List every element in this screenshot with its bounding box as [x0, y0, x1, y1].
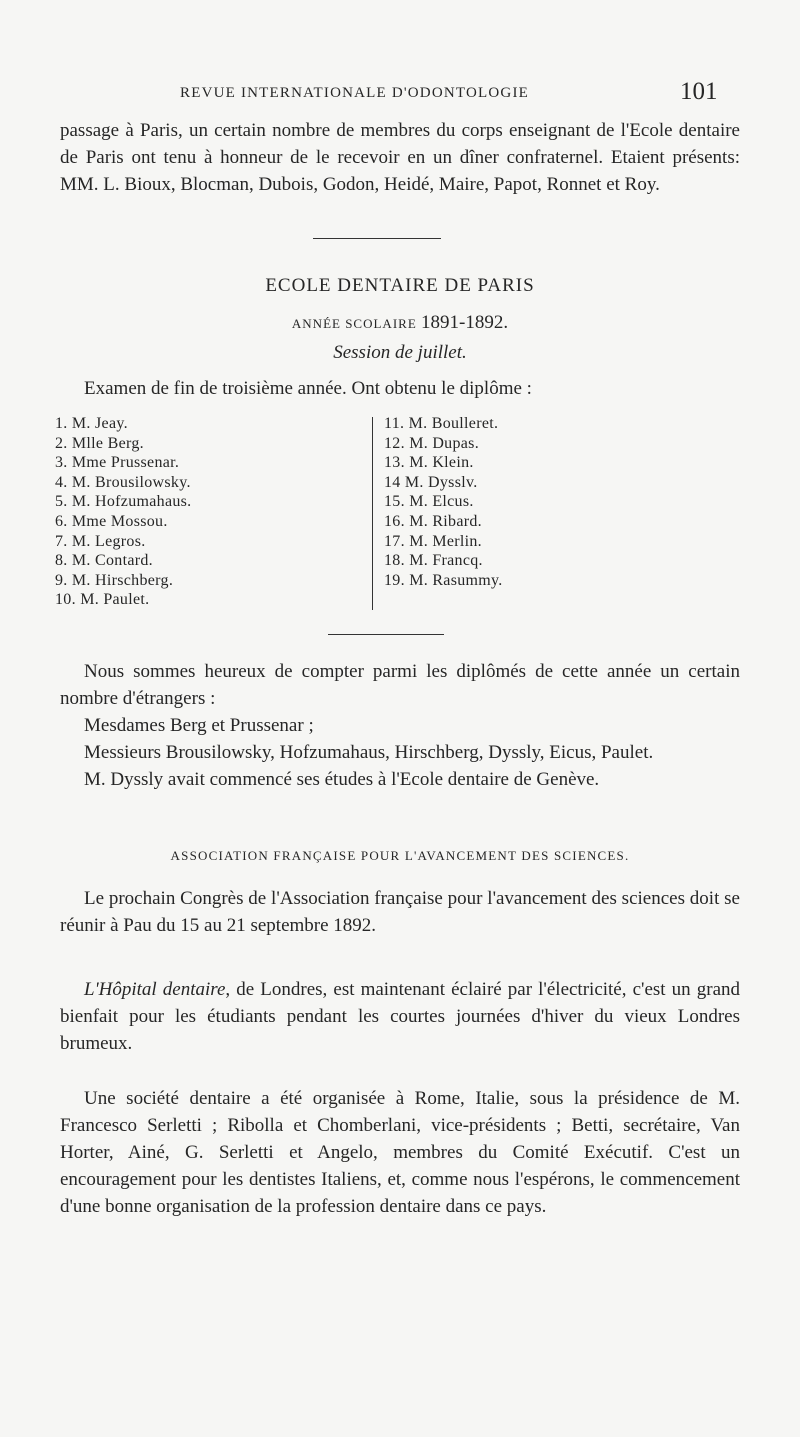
foreigners-gentlemen: Messieurs Brousilowsky, Hofzumahaus, Hirschberg, Dyssly, Eicus, Paulet.: [84, 742, 654, 763]
graduates-list-left: [55, 414, 192, 610]
exam-line: Examen de fin de troisième année. Ont obtenu le diplôme :: [84, 378, 532, 399]
graduate-entry: 12. M. Dupas.: [384, 434, 480, 452]
association-paragraph: [60, 885, 740, 939]
school-year-label: ANNÉE SCOLAIRE: [291, 316, 417, 331]
graduate-entry: 18. M. Francq.: [384, 552, 483, 570]
graduate-entry: 5. M. Hofzumahaus.: [55, 493, 192, 511]
graduate-entry: 15. M. Elcus.: [384, 493, 474, 511]
graduate-entry: 17. M. Merlin.: [384, 532, 482, 550]
foreigners-ladies: Mesdames Berg et Prussenar ;: [84, 715, 314, 736]
hospital-name: L'Hôpital dentaire: [84, 979, 226, 1000]
section-divider: [313, 238, 441, 239]
session-title: Session de juillet.: [333, 342, 467, 363]
school-title: ECOLE DENTAIRE DE PARIS: [265, 275, 535, 296]
column-divider: [372, 417, 373, 610]
foreigners-note: M. Dyssly avait commencé ses études à l'Ecole dentaire de Genève.: [84, 769, 600, 790]
association-text: Le prochain Congrès de l'Association française pour l'avancement des sciences doit se réunir à Pau du 15 au 21 septembre 1892.: [60, 888, 740, 936]
running-title: REVUE INTERNATIONALE D'ODONTOLOGIE: [180, 85, 530, 101]
graduate-entry: 8. M. Contard.: [55, 552, 153, 570]
graduate-entry: 6. Mme Mossou.: [55, 512, 168, 530]
graduate-entry: 10. M. Paulet.: [55, 591, 150, 609]
graduate-entry: 16. M. Ribard.: [384, 512, 482, 530]
rome-text: Une société dentaire a été organisée à Rome, Italie, sous la présidence de M. Francesco Serletti ; Ribolla et Chomberlani, vice-présidents ; Betti, secrétaire, Van Horter, Ainé, G. Serletti et Angelo, membres du Comité Exécutif. C'est un encouragement pour les dentistes Italiens, et, comme nous l'espérons, le commencement d'une bonne organisation de la profession dentaire dans ce pays.: [60, 1088, 740, 1217]
hospital-text: [60, 976, 740, 1057]
graduate-entry: 13. M. Klein.: [384, 454, 474, 472]
school-year-line: [0, 312, 800, 334]
hospital-paragraph: [60, 976, 740, 1057]
graduates-list-right: [384, 414, 503, 590]
school-year-value: 1891-1892.: [421, 312, 509, 333]
rome-paragraph: [60, 1085, 740, 1220]
hospital-rest: , de Londres, est maintenant éclairé par l'électricité, c'est un grand bienfait pour les étudiants pendant les courtes journées d'hiver du vieux Londres brumeux.: [60, 979, 740, 1054]
page-number: 101: [680, 78, 718, 105]
graduate-entry: 3. Mme Prussenar.: [55, 454, 180, 472]
graduate-entry: 2. Mlle Berg.: [55, 434, 144, 452]
intro-paragraph: [60, 117, 740, 198]
foreigners-section: [60, 658, 740, 793]
graduate-entry: 19. M. Rasummy.: [384, 571, 503, 589]
association-heading: ASSOCIATION FRANÇAISE POUR L'AVANCEMENT DES SCIENCES.: [170, 848, 630, 863]
section-divider: [328, 634, 444, 635]
graduate-entry: 1. M. Jeay.: [55, 415, 128, 432]
graduate-entry: 14 M. Dysslv.: [384, 473, 478, 491]
graduate-entry: 4. M. Brousilowsky.: [55, 473, 191, 491]
intro-paragraph-text: passage à Paris, un certain nombre de membres du corps enseignant de l'Ecole dentaire de Paris ont tenu à honneur de le recevoir en un dîner confraternel. Etaient présents: MM. L. Bioux, Blocman, Dubois, Godon, Heidé, Maire, Papot, Ronnet et Roy.: [60, 120, 740, 195]
graduate-entry: 7. M. Legros.: [55, 532, 146, 550]
graduate-entry: 9. M. Hirschberg.: [55, 571, 174, 589]
graduate-entry: 11. M. Boulleret.: [384, 415, 499, 432]
foreigners-intro: Nous sommes heureux de compter parmi les diplômés de cette année un certain nombre d'étrangers :: [60, 661, 740, 709]
